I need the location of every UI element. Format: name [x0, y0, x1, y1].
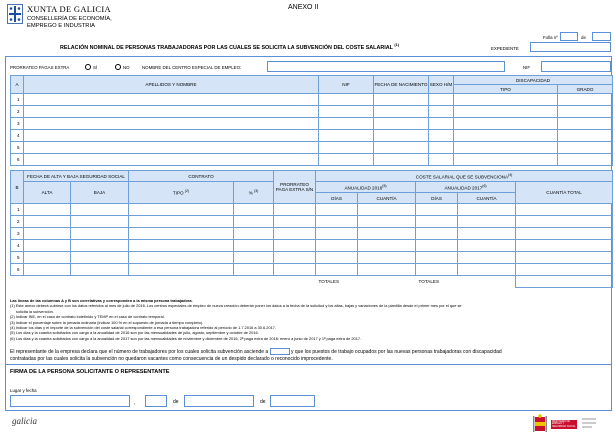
cell-input[interactable]	[516, 204, 613, 216]
cell-input[interactable]	[416, 252, 458, 264]
note-intro: Las líneas de las columnas A y B son correlativas y corresponden a la misma persona trabajadora.	[10, 298, 193, 303]
xunta-shield-icon	[7, 4, 23, 24]
table-b-row	[11, 216, 613, 228]
col-tipo-discapacidad: TIPO	[454, 85, 558, 94]
table-b-row	[11, 264, 613, 276]
cell-input[interactable]	[416, 216, 458, 228]
dept-line-2: EMPREGO E INDUSTRIA	[27, 23, 95, 29]
totals-label-2017: TOTALES	[418, 279, 440, 285]
col-tipo-sup: (2)	[184, 189, 190, 194]
comma: ,	[134, 400, 136, 406]
cell-input[interactable]	[516, 264, 613, 276]
totals-row	[11, 276, 613, 288]
col-cuantia-total: CUANTÍA TOTAL	[516, 182, 613, 204]
totals-input[interactable]	[516, 276, 613, 288]
note-2: (2) Indicar INE, en el caso de contrato indefinido y TEMP en el caso de contrato temporal.	[10, 314, 165, 320]
cell-input[interactable]	[358, 252, 416, 264]
col-tipo-text: TIPO	[172, 190, 184, 196]
col-cuantia-2017: CUANTÍA	[458, 193, 516, 204]
radio-yes-label: SÍ	[93, 65, 98, 70]
declaration-part-2: y que los puestos de trabajo ocupados por las nuevas personas trabajadoras con discapacidad	[291, 348, 502, 355]
sepe-logo-icon	[580, 416, 598, 432]
year-input[interactable]	[270, 395, 315, 407]
row-number: 5	[11, 252, 24, 264]
cell-input[interactable]	[358, 264, 416, 276]
page-label: Folla nº	[543, 35, 558, 40]
cell-input[interactable]	[24, 154, 319, 166]
row-number: 1	[11, 204, 24, 216]
cell-input[interactable]	[558, 106, 613, 118]
centro-nif-label: NIF	[523, 65, 531, 70]
signature-title: FIRMA DE LA PERSONA SOLICITANTE O REPRESENTANTE	[10, 369, 170, 375]
cell-input[interactable]	[24, 228, 71, 240]
form-title-text: RELACIÓN NOMINAL DE PERSONAS TRABAJADORAS POR LAS CUALES SE SOLICITA LA SUBVENCIÓN DEL COSTE SALARIAL	[60, 44, 393, 51]
declaration-part-3: contratadas por las cuales solicita la subvención no quedaron vacantes como consecuencia de un despido declarado o reconocido improcedente.	[10, 355, 333, 362]
cell-input[interactable]	[71, 240, 129, 252]
col-coste-text: COSTE SALARIAL QUE SE SUBVENCIONA	[415, 174, 509, 180]
cell-input[interactable]	[24, 130, 319, 142]
table-b-row	[11, 228, 613, 240]
col-porcentaje	[234, 182, 274, 204]
centro-name-input[interactable]	[267, 61, 505, 72]
centro-nif-input[interactable]	[541, 61, 611, 72]
notes-block	[10, 298, 610, 341]
col-nif: NIF	[319, 76, 374, 94]
col-alta: ALTA	[24, 182, 71, 204]
table-a-row	[11, 154, 613, 166]
row-number: 2	[11, 216, 24, 228]
cell-input[interactable]	[558, 118, 613, 130]
table-a-row	[11, 130, 613, 142]
place-input[interactable]	[10, 395, 130, 407]
col-grado: GRADO	[558, 85, 613, 94]
table-a-row	[11, 142, 613, 154]
cell-input[interactable]	[71, 228, 129, 240]
cell-input[interactable]	[129, 264, 234, 276]
cell-input[interactable]	[374, 154, 429, 166]
table-b-row	[11, 204, 613, 216]
cell-input[interactable]	[558, 142, 613, 154]
cell-input[interactable]	[274, 252, 316, 264]
cell-input[interactable]	[71, 216, 129, 228]
cell-input[interactable]	[429, 106, 454, 118]
cell-input[interactable]	[71, 252, 129, 264]
cell-input[interactable]	[558, 154, 613, 166]
cell-input[interactable]	[319, 154, 374, 166]
row-number: 3	[11, 228, 24, 240]
row-number: 4	[11, 240, 24, 252]
declaration-line-1	[10, 348, 610, 356]
month-input[interactable]	[184, 395, 254, 407]
cell-input[interactable]	[416, 240, 458, 252]
cell-input[interactable]	[24, 142, 319, 154]
table-a-letter: A	[11, 76, 24, 94]
col-cuantia-2016: CUANTÍA	[358, 193, 416, 204]
cell-input[interactable]	[516, 252, 613, 264]
cell-input[interactable]	[316, 228, 358, 240]
col-anualidad-2016	[316, 182, 416, 193]
de-label-1: de	[173, 399, 179, 405]
cell-input[interactable]	[429, 154, 454, 166]
cell-input[interactable]	[129, 216, 234, 228]
cell-input[interactable]	[234, 264, 274, 276]
form-title-sup: (1)	[394, 43, 399, 47]
cell-input[interactable]	[458, 216, 516, 228]
cell-input[interactable]	[319, 130, 374, 142]
logo-text: XUNTA DE GALICIA	[27, 4, 111, 14]
cell-input[interactable]	[316, 264, 358, 276]
col-contrato: CONTRATO	[129, 171, 274, 182]
cell-input[interactable]	[416, 204, 458, 216]
cell-input[interactable]	[558, 130, 613, 142]
cell-input[interactable]	[129, 204, 234, 216]
note-4: (4) Indicar los días y el importe de la subvención del coste salarial correspondiente a esa persona trabajadora referido al período de 1.7.2016 a 30.6.2017.	[10, 325, 277, 331]
cell-input[interactable]	[458, 264, 516, 276]
col-coste-sup: (4)	[508, 172, 513, 177]
cell-input[interactable]	[458, 204, 516, 216]
form-title	[60, 43, 399, 51]
dept-line-1: CONSELLERÍA DE ECONOMÍA,	[27, 16, 112, 22]
note-6: (6) Los días y la cuantía solicitados con cargo a la anualidad de 2017 son por las mensualidades de noviembre y diciembre de 2016, 2ª paga extra de 2016; enero a junio de 2017 y 1ª paga extra de 2017.	[10, 335, 362, 341]
spain-coat-of-arms-icon	[532, 414, 548, 434]
anualidad-2017-text: ANUALIDAD 2017	[444, 185, 483, 191]
col-baja: BAJA	[71, 182, 129, 204]
day-input[interactable]	[145, 395, 167, 407]
cell-input[interactable]	[274, 216, 316, 228]
cell-input[interactable]	[71, 264, 129, 276]
cell-input[interactable]	[516, 228, 613, 240]
table-b	[10, 170, 613, 288]
de-label-2: de	[260, 399, 266, 405]
row-number: 4	[11, 130, 24, 142]
cell-input[interactable]	[274, 204, 316, 216]
cell-input[interactable]	[429, 130, 454, 142]
cell-input[interactable]	[358, 228, 416, 240]
cell-input[interactable]	[429, 142, 454, 154]
centro-label: NOMBRE DEL CENTRO ESPECIAL DE EMPLEO:	[142, 65, 242, 70]
cell-input[interactable]	[458, 228, 516, 240]
xunta-logo	[7, 4, 23, 24]
cell-input[interactable]	[458, 240, 516, 252]
col-pct-sup: (3)	[254, 189, 259, 194]
cell-input[interactable]	[374, 106, 429, 118]
cell-input[interactable]	[71, 204, 129, 216]
note-3: (3) Indicar el porcentaje sobre la jornada ordinaria (indicar 100 % en el supuesto de jornada a tiempo completo).	[10, 319, 204, 325]
row-number: 6	[11, 264, 24, 276]
annex-label: ANEXO II	[288, 4, 319, 11]
cell-input[interactable]	[129, 252, 234, 264]
col-apellidos: APELLIDOS Y NOMBRE	[24, 76, 319, 94]
row-number: 2	[11, 106, 24, 118]
cell-input[interactable]	[129, 228, 234, 240]
cell-input[interactable]	[234, 252, 274, 264]
cell-input[interactable]	[454, 118, 558, 130]
cell-input[interactable]	[129, 240, 234, 252]
row-number: 6	[11, 154, 24, 166]
table-a	[10, 75, 613, 166]
expediente-input[interactable]	[530, 42, 611, 52]
col-prorrateo	[274, 171, 316, 204]
worker-count-input[interactable]	[270, 348, 290, 355]
cell-input[interactable]	[24, 204, 71, 216]
cell-input[interactable]	[429, 94, 454, 106]
cell-input[interactable]	[516, 240, 613, 252]
cell-input[interactable]	[454, 94, 558, 106]
cell-input[interactable]	[374, 130, 429, 142]
totals-label-2016: TOTALES	[318, 279, 340, 285]
cell-input[interactable]	[234, 240, 274, 252]
col-prorrateo-text: PRORRATEO PAGA EXTRA S/N	[275, 181, 314, 192]
cell-input[interactable]	[454, 130, 558, 142]
cell-input[interactable]	[416, 264, 458, 276]
cell-input[interactable]	[416, 228, 458, 240]
cell-input[interactable]	[24, 240, 71, 252]
cell-input[interactable]	[24, 118, 319, 130]
cell-input[interactable]	[358, 240, 416, 252]
cell-input[interactable]	[234, 228, 274, 240]
table-a-row	[11, 118, 613, 130]
col-dias-2016: DÍAS	[316, 193, 358, 204]
radio-no-label: NO	[123, 65, 130, 70]
cell-input[interactable]	[374, 94, 429, 106]
cell-input[interactable]	[454, 106, 558, 118]
row-number: 5	[11, 142, 24, 154]
cell-input[interactable]	[319, 142, 374, 154]
ministry-name: MINISTERIO DE EMPLEO Y SEGURIDAD SOCIAL	[552, 419, 576, 428]
cell-input[interactable]	[274, 228, 316, 240]
cell-input[interactable]	[454, 142, 558, 154]
cell-input[interactable]	[24, 216, 71, 228]
cell-input[interactable]	[234, 216, 274, 228]
note-1b: solicita la subvención.	[16, 308, 54, 314]
cell-input[interactable]	[358, 204, 416, 216]
galicia-logo: galicia	[12, 416, 37, 426]
table-a-row	[11, 106, 613, 118]
cell-input[interactable]	[316, 240, 358, 252]
col-fecha-alta-baja: FECHA DE ALTA Y BAJA SEGURIDAD SOCIAL	[24, 171, 129, 182]
radio-no[interactable]	[115, 64, 121, 70]
col-pct-text: %	[248, 190, 253, 196]
anualidad-2016-sup: (5)	[382, 183, 387, 188]
cell-input[interactable]	[274, 264, 316, 276]
cell-input[interactable]	[234, 204, 274, 216]
radio-yes[interactable]	[85, 64, 91, 70]
cell-input[interactable]	[374, 142, 429, 154]
table-a-row	[11, 94, 613, 106]
page-number-input[interactable]	[560, 32, 578, 41]
place-date-label: Lugar y fecha	[10, 388, 37, 393]
note-1a: (1) Este anexo deberá cubrirse con los datos referidos al mes de julio de 2016. Los centros especiales de empleo de nueva creación deberán poner los datos a la fecha de la solicitud y los altas, bajas y variaciones de la plantilla desde el primer mes por el que se	[10, 303, 462, 309]
col-dias-2017: DÍAS	[416, 193, 458, 204]
declaration	[10, 348, 610, 363]
ministry-block	[551, 420, 577, 429]
cell-input[interactable]	[274, 240, 316, 252]
table-b-letter: B	[11, 171, 24, 204]
table-b-row	[11, 252, 613, 264]
cell-input[interactable]	[516, 216, 613, 228]
col-sexo: SEXO H/M	[429, 76, 454, 94]
cell-input[interactable]	[316, 204, 358, 216]
declaration-part-1: El representante de la empresa declara que el número de trabajadores por los cuales solicita subvención asciende a	[10, 348, 269, 355]
cell-input[interactable]	[316, 252, 358, 264]
row-number: 3	[11, 118, 24, 130]
page-of-label: de	[581, 35, 586, 40]
cell-input[interactable]	[319, 94, 374, 106]
cell-input[interactable]	[24, 264, 71, 276]
cell-input[interactable]	[319, 118, 374, 130]
col-tipo-contrato	[129, 182, 234, 204]
anualidad-2016-text: ANUALIDAD 2016	[344, 185, 383, 191]
prorrateo-label: PRORRATEO PAGAS EXTRA	[10, 65, 70, 70]
col-discapacidad: DISCAPACIDAD	[454, 76, 613, 85]
cell-input[interactable]	[24, 252, 71, 264]
note-5: (5) Los días y la cuantía solicitados con cargo a la anualidad de 2016 son por las mensualidades de julio, agosto, septiembre y octubre de 2016.	[10, 330, 259, 336]
cell-input[interactable]	[429, 118, 454, 130]
anualidad-2017-sup: (6)	[482, 183, 487, 188]
table-b-row	[11, 240, 613, 252]
cell-input[interactable]	[24, 106, 319, 118]
row-number: 1	[11, 94, 24, 106]
cell-input[interactable]	[374, 118, 429, 130]
col-anualidad-2017	[416, 182, 516, 193]
cell-input[interactable]	[24, 94, 319, 106]
ministry-badge	[551, 420, 577, 429]
cell-input[interactable]	[558, 94, 613, 106]
cell-input[interactable]	[319, 106, 374, 118]
col-fecha-nacimiento: FECHA DE NACIMIENTO	[374, 76, 429, 94]
cell-input[interactable]	[358, 216, 416, 228]
cell-input[interactable]	[316, 216, 358, 228]
cell-input[interactable]	[458, 252, 516, 264]
cell-input[interactable]	[454, 154, 558, 166]
page-total-input[interactable]	[592, 32, 611, 41]
col-coste-salarial	[316, 171, 613, 182]
expediente-label: EXPEDIENTE	[491, 46, 519, 51]
ministry-logo	[532, 412, 608, 436]
